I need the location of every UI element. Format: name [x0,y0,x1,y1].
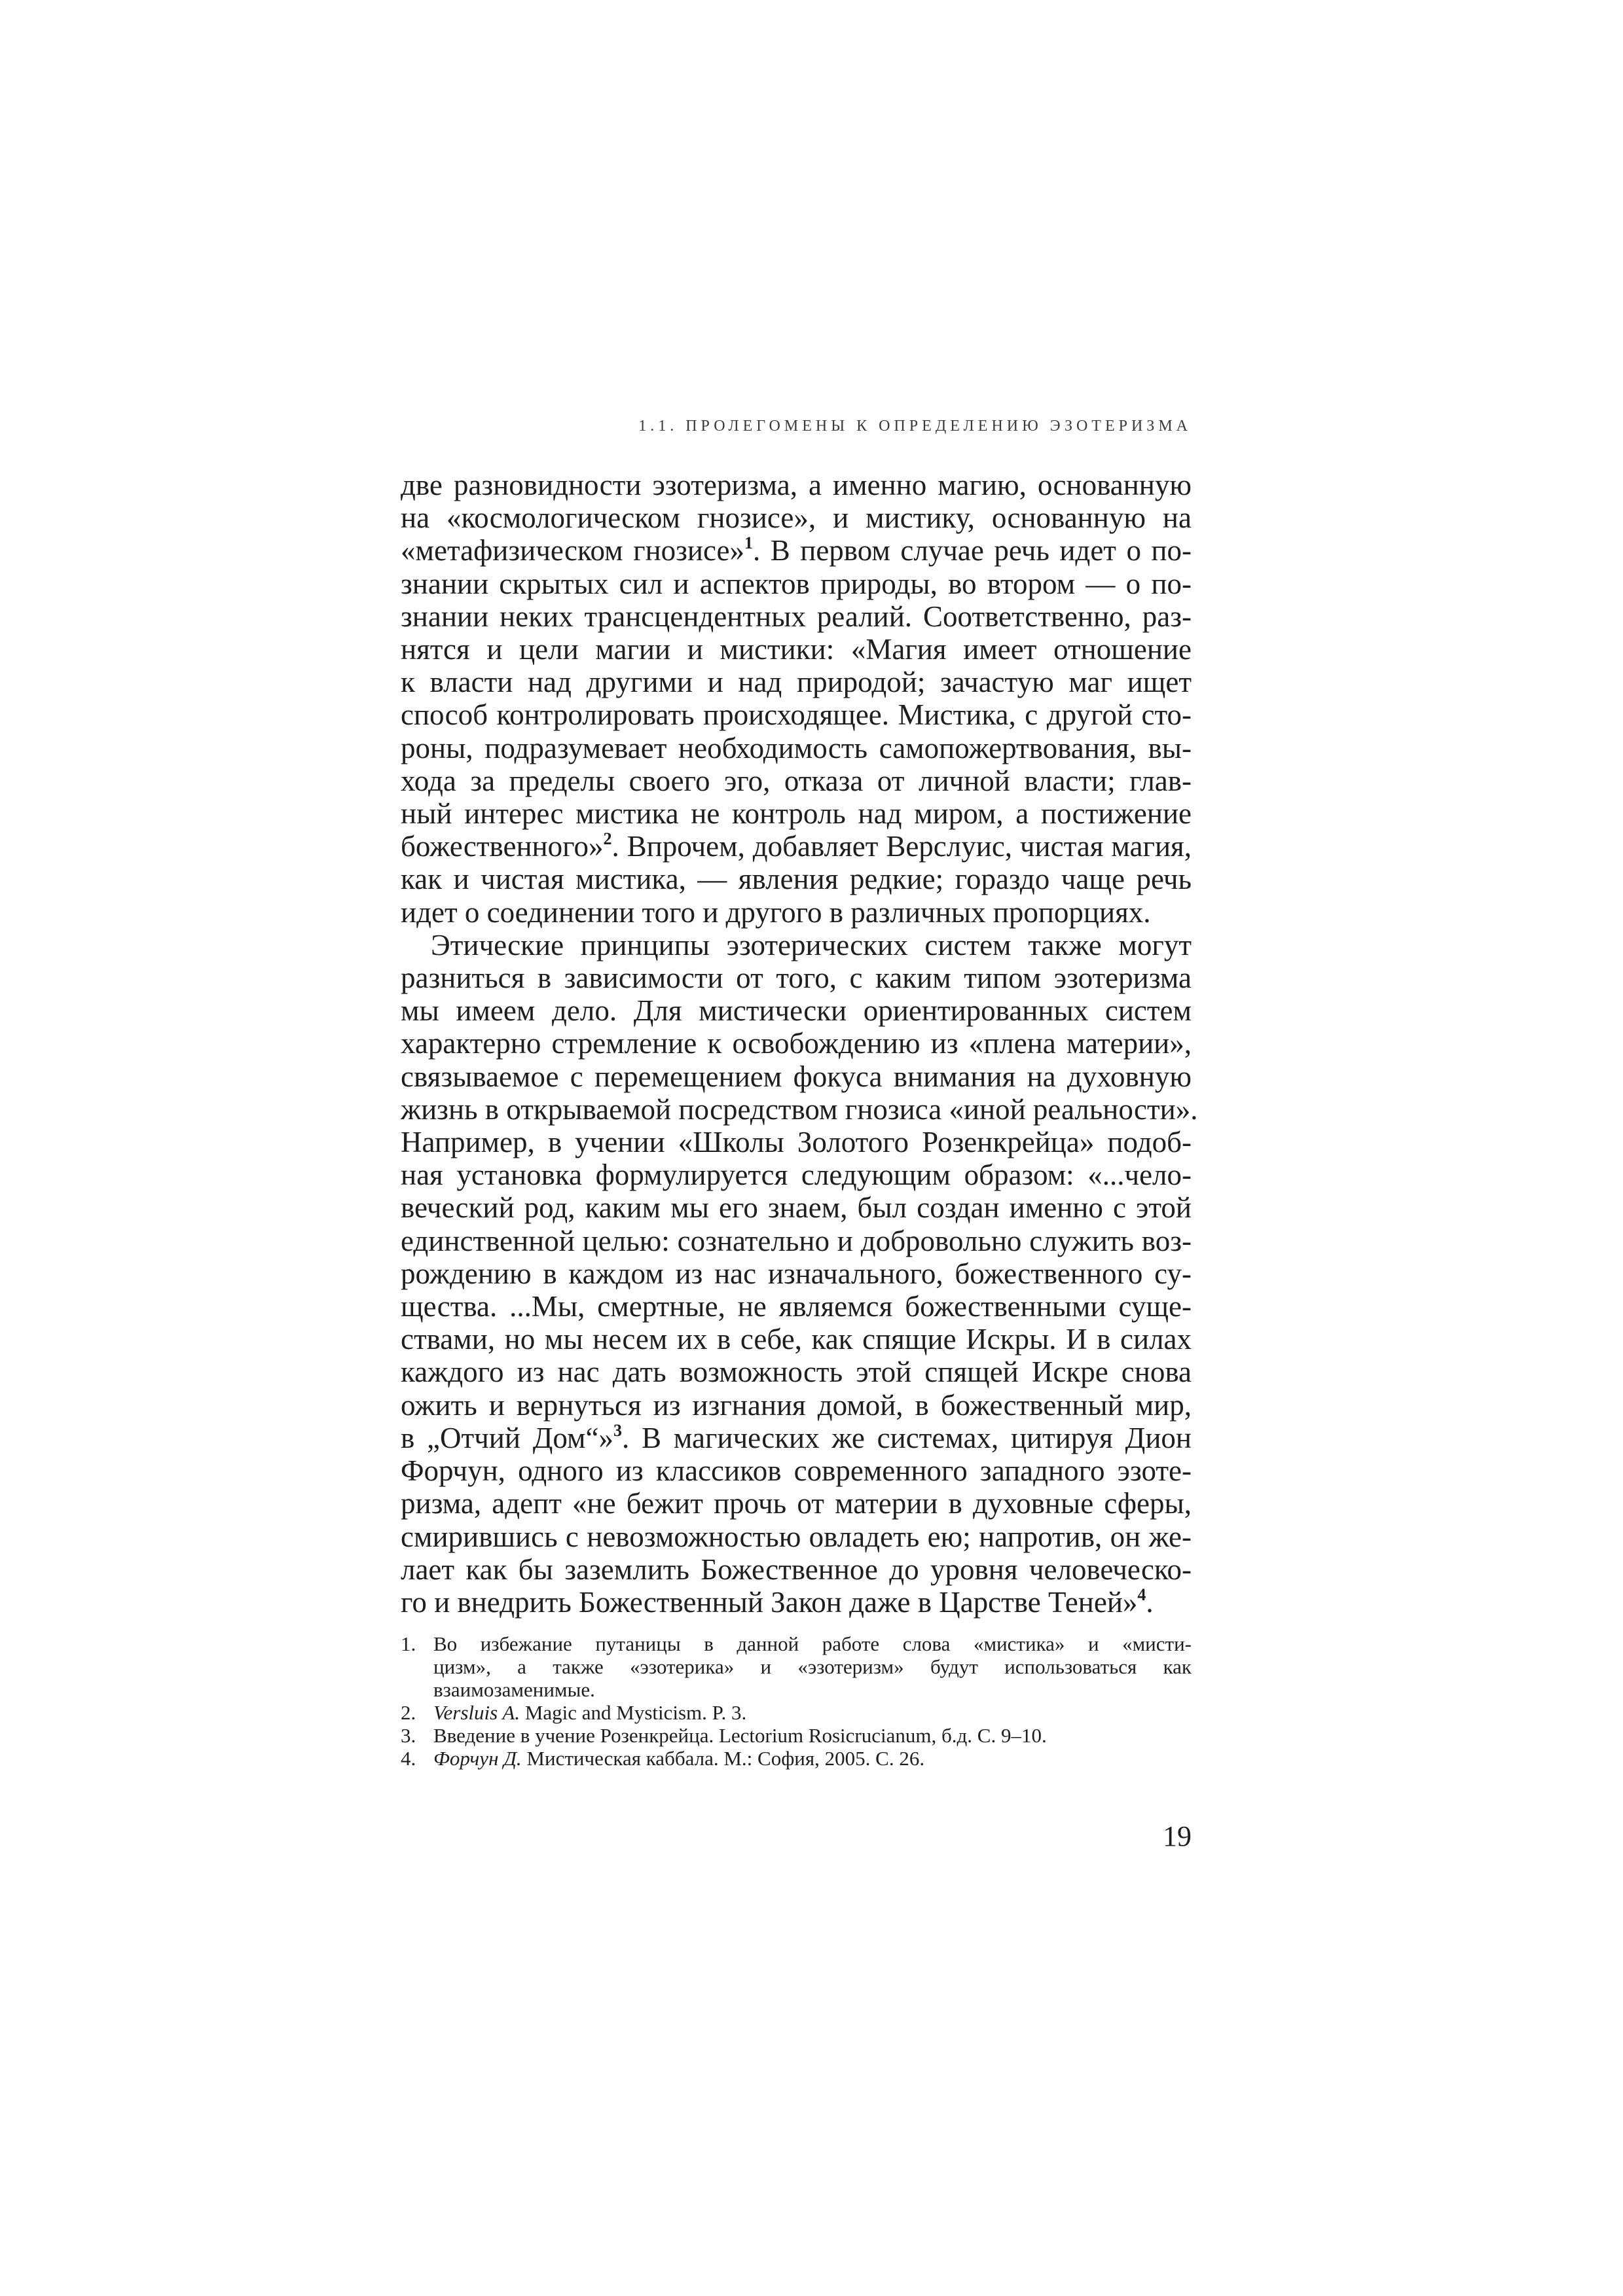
footnote-ref-3[interactable]: 3 [613,1420,623,1440]
footnote-line: цизм», а также «эзотерика» и «эзотеризм» будут использоваться как [433,1655,1192,1678]
footnotes [401,1632,1192,1770]
footnote-author: Versluis A. [433,1701,520,1724]
main-text [401,469,1198,1619]
footnote-2 [401,1701,1192,1724]
footnote-number: 2. [401,1701,416,1724]
footnote-ref-1[interactable]: 1 [744,533,754,553]
text-line: мы имеем дело. Для мистически ориентированных систем [401,994,1192,1028]
text-line: знании скрытых сил и аспектов природы, во втором — о по- [401,567,1192,600]
text-line: характерно стремление к освобождению из «плена материи», [401,1027,1192,1060]
text-line: идет о соединении того и другого в различных пропорциях. [401,895,1151,929]
footnote-line: Versluis A. Magic and Mysticism. P. 3. [433,1701,747,1724]
text-line: знании неких трансцендентных реалий. Соответственно, раз- [401,600,1192,633]
text-line: ствами, но мы несем их в себе, как спящие Искры. И в силах [401,1323,1192,1356]
footnote-number: 1. [401,1632,416,1655]
text-line: щества. ...Мы, смертные, не являемся божественными суще- [401,1290,1192,1323]
text-line: ная установка формулируется следующим образом: «...чело- [401,1158,1192,1192]
text-line: разниться в зависимости от того, с каким типом эзотеризма [401,961,1192,995]
text-line: рождению в каждом из нас изначального, божественного су- [401,1257,1192,1290]
text-line: веческий род, каким мы его знаем, был создан именно с этой [401,1191,1192,1225]
text-line: две разновидности эзотеризма, а именно магию, основанную [401,469,1192,501]
footnote-ref-4[interactable]: 4 [1137,1585,1146,1604]
text-line: хода за пределы своего эго, отказа от личной власти; глав- [401,764,1192,797]
text-line: на «космологическом гнозисе», и мистику, основанную на [401,501,1192,535]
footnote-4 [401,1747,1192,1770]
text-line: лает как бы заземлить Божественное до уровня человеческо- [401,1552,1192,1586]
text-line: Форчун, одного из классиков современного западного эзоте- [401,1454,1192,1488]
text-line: «метафизическом гнозисе»$^1$. В первом случае речь идет о по- [401,533,1192,567]
page-number: 19 [1163,1820,1192,1852]
text-line: ризма, адепт «не бежит прочь от материи в духовные сферы, [401,1487,1192,1520]
footnote-author: Форчун Д. [433,1747,522,1770]
text-line: Этические принципы эзотерических систем также могут [431,928,1192,961]
footnote-number: 3. [401,1724,416,1747]
footnote-line: Введение в учение Розенкрейца. Lectorium Rosicrucianum, б.д. С. 9–10. [433,1724,1047,1747]
text-line: роны, подразумевает необходимость самопожертвования, вы- [401,731,1192,764]
text-line: как и чистая мистика, — явления редкие; гораздо чаще речь [401,863,1192,896]
text-line: Например, в учении «Школы Золотого Розенкрейца» подоб- [401,1126,1192,1159]
footnote-ref-2[interactable]: 2 [603,829,612,849]
footnote-number: 4. [401,1747,416,1770]
text-line: ожить и вернуться из изгнания домой, в божественный мир, [401,1388,1192,1422]
text-line: связываемое с перемещением фокуса внимания на духовную [401,1060,1192,1093]
text-line: нятся и цели магии и мистики: «Магия имеет отношение [401,633,1192,666]
text-line: смирившись с невозможностью овладеть ею; напротив, он же- [401,1520,1192,1553]
text-line: го и внедрить Божественный Закон даже в Царстве Теней»$^4$. [401,1585,1154,1619]
text-line: каждого из нас дать возможность этой спящей Искре снова [401,1355,1192,1389]
footnote-line: Во избежание путаницы в данной работе слова «мистика» и «мисти- [433,1632,1192,1655]
footnote-line: Форчун Д. Мистическая каббала. М.: София, 2005. С. 26. [433,1747,925,1770]
footnote-1 [401,1632,1192,1701]
text-line: способ контролировать происходящее. Мистика, с другой сто- [401,698,1192,732]
text-line: единственной целью: сознательно и добровольно служить воз- [401,1224,1192,1257]
text-line: божественного»$^2$. Впрочем, добавляет Верслуис, чистая магия, [401,829,1192,863]
text-line: ный интерес мистика не контроль над миром, а постижение [401,797,1192,831]
text-line: к власти над другими и над природой; зачастую маг ищет [401,666,1192,699]
text-line: в „Отчий Дом“»$^3$. В магических же системах, цитируя Дион [401,1420,1192,1454]
footnote-3 [401,1724,1192,1747]
footnote-line: взаимозаменимые. [433,1678,595,1701]
running-header: 1.1. ПРОЛЕГОМЕНЫ К ОПРЕДЕЛЕНИЮ ЭЗОТЕРИЗМА [638,418,1192,435]
text-line: жизнь в открываемой посредством гнозиса «иной реальности». [401,1092,1198,1126]
